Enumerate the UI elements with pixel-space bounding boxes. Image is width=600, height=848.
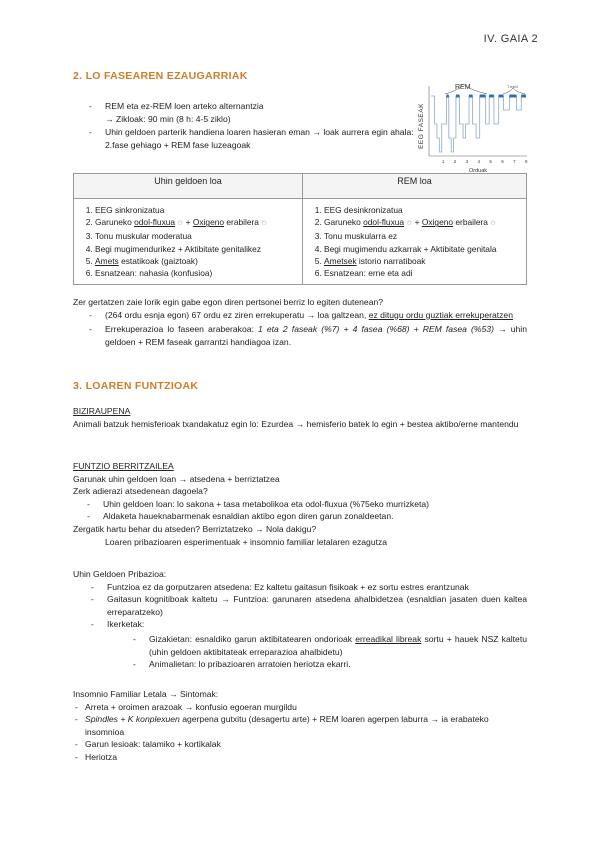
chart-x-tick: 1 [441, 159, 445, 164]
section-3-title: 3. LOAREN FUNTZIOAK [73, 380, 199, 392]
biziraupena-title: BIZIRAUPENA [73, 406, 131, 416]
chart-x-tick: 5 [489, 159, 492, 164]
insomnio-block [73, 688, 527, 764]
section-2-bullets [85, 100, 415, 151]
list-item: - Funtzioa ez da gorputzaren atsedena: Ez kaltetu gaitasun fisikoak + ez sortu estres erantzunak [87, 581, 527, 594]
fb-title: FUNTZIO BERRITZAILEA [73, 461, 174, 471]
chart-rem-bar [480, 95, 486, 98]
ins-title: Insomnio Familiar Letala → Sintomak: [73, 689, 219, 699]
list-item: - Gizakietan: esnaldiko garun aktibitatearen ondorioak erreadikal libreak sortu + hauek NSZ kaltetu (uhin geldoen aktibitateak erreparazioa ahalbidetu) [129, 633, 527, 658]
table-header-rem: REM loa [303, 174, 527, 199]
list-item: 2. Garuneko odol-fluxua ✩ + Oxigeno erbailera ✩ [324, 216, 525, 230]
list-item: - Aldaketa haueknabarmenak esnaldian aktibo egon diren garun zonaldeetan. [83, 510, 527, 523]
fb-line-2: Zerk adierazi atsedenean dagoela? [73, 486, 208, 497]
chart-rem-bar [446, 95, 448, 98]
table-cell-rem [303, 199, 527, 285]
biziraupena-text: Animali batzuk hemisferioak txandakatuz egin lo: Ezurdea → hemisferio batek lo egin + bestea aktibo/erne mantendu [73, 418, 519, 429]
fb-line-1: Garunak uhin geldoen loan → atsedena + berriztatzea [73, 473, 280, 484]
list-item: - Gaitasun kognitiboak kaltetu → Funtzioa: garunaren atsedena ahalbidetzea (esnaldian jasaten duen kaltea erreparatzeko) [87, 593, 527, 618]
section-3 [73, 380, 527, 393]
list-item: 6. Esnatzean: nahasia (konfusioa) [95, 267, 301, 279]
chart-x-tick: 8 [525, 159, 528, 164]
page-header: IV. GAIA 2 [483, 33, 538, 45]
question-text: Zer gertatzen zaie lorik egin gabe egon diren pertsonei berriz lo egiten dutenean? [73, 297, 384, 307]
list-item: 4. Begi mugimendurikez + Aktibitate genitalikez [95, 243, 301, 255]
list-item: - Heriotza [73, 751, 527, 764]
chart-rem-bar [499, 95, 504, 98]
fb-line-3: Zergatik hartu behar du atseden? Berriztatzeko → Nola dakigu? [73, 523, 317, 534]
list-item: 1. EEG desinkronizatua [324, 204, 525, 216]
uhin-geldoen-pribazioa-block [73, 568, 527, 671]
question-block [73, 296, 527, 348]
fb-line-4: Loaren pribazioaren esperimentuak + insomnio familiar letalaren ezagutza [105, 536, 388, 547]
section-2-title: 2. LO FASEAREN EZAUGARRIAK [73, 70, 248, 82]
funtzio-berritzailea-block [73, 460, 527, 548]
chart-series-line [431, 96, 526, 152]
chart-rem-bar [456, 95, 460, 98]
chart-x-tick: 7 [513, 159, 516, 164]
chart-ylabel: EEG FASEAK [418, 103, 425, 149]
chart-rem-bar [489, 95, 494, 98]
chart-rem-bar [469, 95, 473, 98]
list-item: 5. Amets estatikoak (gaiztoak) [95, 255, 301, 267]
list-item: 2. Garuneko odol-fluxua ✩ + Oxigeno erabilera ✩ [95, 216, 301, 230]
list-item: - Uhin geldoen parterik handiena loaren hasieran eman → loak aurrera egin ahala: 2.fase gehiago + REM fase luzeagoak [85, 126, 415, 151]
chart-xlabel: Orduak [468, 168, 488, 174]
list-item: - Garun lesioak: talamiko + kortikalak [73, 738, 527, 751]
list-item: - REM eta ez-REM loen arteko alternantzia → Zikloak: 90 min (8 h: 4-5 ziklo) [85, 100, 415, 125]
chart-rem-bar [521, 95, 526, 98]
comparison-table [73, 173, 527, 285]
list-item: - Spindles + K konplexuen agerpena gutxitu (desagertu arte) + REM loaren agerpen laburra → ia erabateko insomnioa [73, 713, 527, 738]
chart-x-tick: 3 [465, 159, 469, 164]
hypnogram-chart [415, 80, 530, 175]
chart-x-tick: 2 [453, 159, 457, 164]
table-cell-slow [74, 199, 303, 285]
biziraupena-block [73, 405, 527, 430]
chart-x-tick: 4 [477, 159, 481, 164]
list-item: - Arreta + oroimen arazoak → konfusio egoeran murgildu [73, 701, 527, 714]
list-item: 5. Ametsek istorio narratiboak [324, 255, 525, 267]
list-item: - Ikerketak: [87, 618, 527, 631]
list-item: 6. Esnatzean: erne eta adi [324, 267, 525, 279]
list-item: 3. Tonu muskularra ez [324, 230, 525, 242]
chart-annotation-rem: REM [455, 84, 471, 91]
chart-rem-bar [509, 95, 516, 98]
table-header-slow: Uhin geldoen loa [74, 174, 303, 199]
list-item: 3. Tonu muskular moderatua [95, 230, 301, 242]
list-item: 4. Begi mugimendu azkarrak + Aktibitate genitala [324, 243, 525, 255]
list-item: - (264 ordu esnja egon) 67 ordu ez ziren errekuperatu → loa galtzean, ez ditugu ordu guztiak errekuperatzen [85, 309, 527, 322]
list-item: - Uhin geldoen loan: lo sakona + tasa metabolikoa eta odol-fluxua (%75eko murrizketa) [83, 498, 527, 511]
list-item: - Animalietan: lo pribazioaren arratoien heriotza ekarri. [129, 658, 527, 671]
up-title: Uhin Geldoen Pribazioa: [73, 569, 167, 579]
chart-annotation-t: T.esfd [507, 84, 518, 89]
list-item: 1. EEG sinkronizatua [95, 204, 301, 216]
list-item: - Errekuperazioa lo faseen araberakoa: 1 eta 2 faseak (%7) + 4 fasea (%68) + REM fasea (%53) → uhin geldoen + REM faseak garrantzi handiagoa izan. [85, 323, 527, 348]
chart-x-tick: 6 [501, 159, 504, 164]
